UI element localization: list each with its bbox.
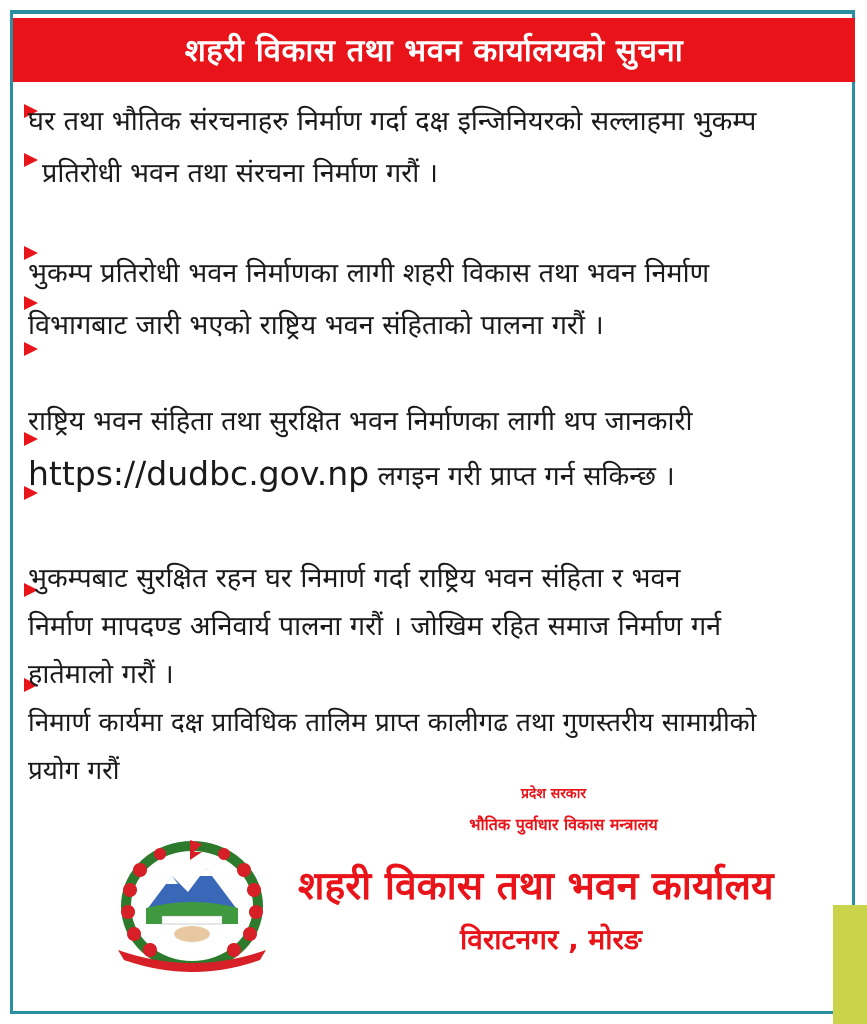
ministry-label: भौतिक पुर्वाधार विकास मन्त्रालय [469, 815, 658, 834]
p2-line1: भुकम्प प्रतिरोधी भवन निर्माणका लागी शहरी विकास तथा भवन निर्माण [28, 258, 710, 289]
p4-line1: भुकम्पबाट सुरक्षित रहन घर निमार्ण गर्दा राष्ट्रिय भवन संहिता र भवन [28, 563, 681, 594]
p3-line2-rest: लगइन गरी प्राप्त गर्न सकिन्छ । [369, 461, 675, 492]
provincial-government-label: प्रदेश सरकार [520, 786, 587, 802]
p1-line1: घर तथा भौतिक संरचनाहरु निर्माण गर्दा दक्ष इन्जिनियरको सल्लाहमा भुकम्प [28, 106, 757, 137]
p3-line2 [28, 448, 843, 503]
notice-paragraph-1 [28, 96, 843, 200]
p3-line1: राष्ट्रिय भवन संहिता तथा सुरक्षित भवन निर्माणका लागी थप जानकारी [28, 406, 693, 437]
p2-line2: विभागबाट जारी भएको राष्ट्रिय भवन संहिताको पालना गरौं । [28, 310, 604, 341]
notice-paragraph-2 [28, 248, 843, 352]
office-location: विराटनगर , मोरङ [460, 923, 642, 956]
office-title: शहरी विकास तथा भवन कार्यालय [298, 864, 774, 909]
p5-line2: प्रयोग गरौं [28, 756, 120, 786]
p4-line2: निर्माण मापदण्ड अनिवार्य पालना गरौं । जोखिम रहित समाज निर्माण गर्न [28, 611, 722, 642]
p1-line2: प्रतिरोधी भवन तथा संरचना निर्माण गरौं । [42, 158, 439, 189]
corner-decoration [833, 905, 867, 1024]
p5-line1: निमार्ण कार्यमा दक्ष प्राविधिक तालिम प्राप्त कालीगढ तथा गुणस्तरीय सामाग्रीको [28, 708, 757, 738]
notice-content [28, 96, 843, 795]
dudbc-link[interactable]: https://dudbc.gov.np [28, 454, 370, 493]
notice-paragraph-5 [28, 699, 843, 795]
notice-paragraph-4 [28, 555, 843, 699]
nepal-emblem-icon [110, 838, 275, 973]
banner-title: शहरी विकास तथा भवन कार्यालयको सुचना [184, 33, 684, 69]
notice-banner [13, 18, 855, 82]
p4-line3: हातेमालो गरौं । [28, 659, 174, 690]
notice-paragraph-3 [28, 396, 843, 503]
